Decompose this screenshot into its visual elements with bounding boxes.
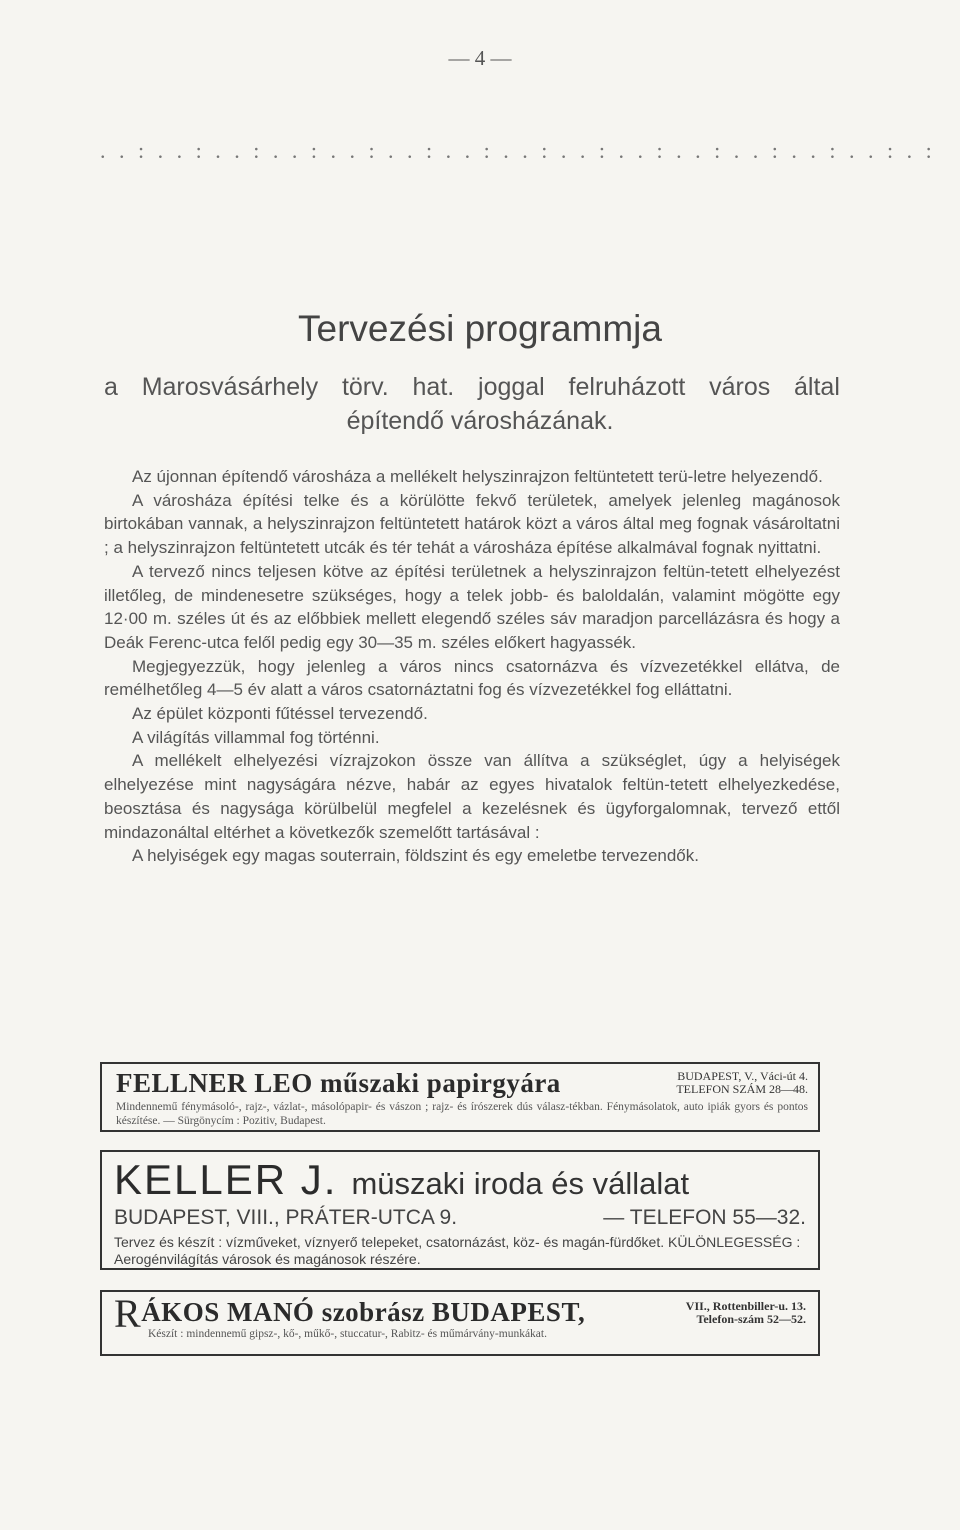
paragraph: A mellékelt elhelyezési vízrajzokon össze van állítva a szükséglet, úgy a helyiségek elhelyezése mint nagyságára nézve, habár az egyes hivatalok feltün-tetett elhelyezkedése, beosztása és nagysága körülbelül megfelel a kezelésnek és ügyforgalomnak, tervező ettől mindazonáltal eltérhet a következők szemelőtt tartásával : [104,751,840,842]
subtitle-word: város [709,373,771,401]
subtitle-word: joggal [478,373,545,401]
paragraph: Az újonnan építendő városháza a mellékelt helyszinrajzon feltüntetett terü-letre helyezendő. [132,467,823,486]
advertisement-fellner [100,1062,820,1132]
subtitle-word: a [104,373,118,401]
separator-dots: . . : . . : . . : . . : . . : . . : . . : . . : . . : . . : . . : . . : . . : . . : . : [100,138,936,163]
subtitle-line-1 [104,373,840,402]
ad-company-name: FELLNER LEO műszaki papirgyára [116,1068,561,1098]
paragraph: A tervező nincs teljesen kötve az építési területnek a helyszinrajzon feltün-tetett elhelyezést illetőleg, de mindenesetre szükséges, hogy a telek jobb- és baloldalán, valamint mögötte egy 12·00 m. széles út és az előbbiek mellett elegendő széles sáv maradjon parcellázásra és hogy a Deák Ferenc-utca felől pedig egy 30—35 m. széles előkert hagyassék. [104,561,840,652]
subtitle-word: Marosvásárhely [141,373,319,401]
ad-address-line: Telefon-szám 52—52. [696,1312,806,1326]
paragraph: A városháza építési telke és a körülötte fekvő területek, amelyek jelenleg magánosok birtokában vannak, a helyszinrajzon feltüntetett határok közt a város által meg fognak vásároltatni ; a helyszinrajzon feltüntetett utcák és tér tehát a városháza építése alkalmával fognak nyittatni. [104,490,840,558]
paragraph: Megjegyezzük, hogy jelenleg a város nincs csatornázva és vízvezetékkel ellátva, de remélhetőleg 4—5 év alatt a város csatornáztatni fog és vízvezetékkel fog elláttatni. [104,656,840,700]
subtitle-word: által [794,373,840,401]
paragraph: A világítás villammal fog történni. [132,727,380,747]
subtitle-word: hat. [412,373,455,401]
ad-tagline: müszaki iroda és vállalat [351,1166,690,1201]
document-title: Tervezési programmja [298,308,662,349]
ad-address [676,1068,808,1096]
body-text [104,465,840,868]
subtitle-line-2: építendő városházának. [346,407,614,435]
ad-description: Készít : mindennemű gipsz-, kő-, műkő-, stuccatur-, Rabitz- és műmárvány-munkákat. [148,1328,547,1340]
ad-address-line: TELEFON SZÁM 28—48. [676,1082,808,1096]
ad-address-line: BUDAPEST, V., Váci-út 4. [677,1069,808,1083]
paragraph: Az épület központi fűtéssel tervezendő. [132,704,428,724]
ad-name-initial: R [114,1291,142,1336]
ad-phone: — TELEFON 55—32. [603,1206,806,1229]
ad-description: Tervez és készít : vízműveket, víznyerő telepeket, csatornázást, köz- és magán-fürdőket. KÜLÖNLEGESSÉG : Aerogénvilágítás városok és magánosok részére. [114,1234,801,1267]
advertisement-rakos [100,1290,820,1356]
ad-description: Mindennemű fénymásoló-, rajz-, vázlat-, másolópapir- és vászon ; rajz- és írószerek dús válasz-tékban. Fénymásolatok, auto ipiák gyors és pontos készítése. — Sürgönycím : Pozitiv, Budapest. [116,1101,808,1127]
ad-name-rest: ÁKOS MANÓ szobrász BUDAPEST, [141,1297,586,1327]
advertisement-keller [100,1150,820,1270]
subtitle-word: felruházott [568,373,686,401]
ad-address: BUDAPEST, VIII., PRÁTER-UTCA 9. [114,1206,458,1229]
page-number: — 4 — [448,46,512,70]
ad-address-line: VII., Rottenbiller-u. 13. [685,1299,806,1313]
subtitle-word: törv. [341,373,389,401]
paragraph: A helyiségek egy magas souterrain, földszint és egy emeletbe tervezendők. [132,846,699,866]
ad-company-name: KELLER J. [114,1156,338,1203]
ad-address [686,1300,806,1326]
